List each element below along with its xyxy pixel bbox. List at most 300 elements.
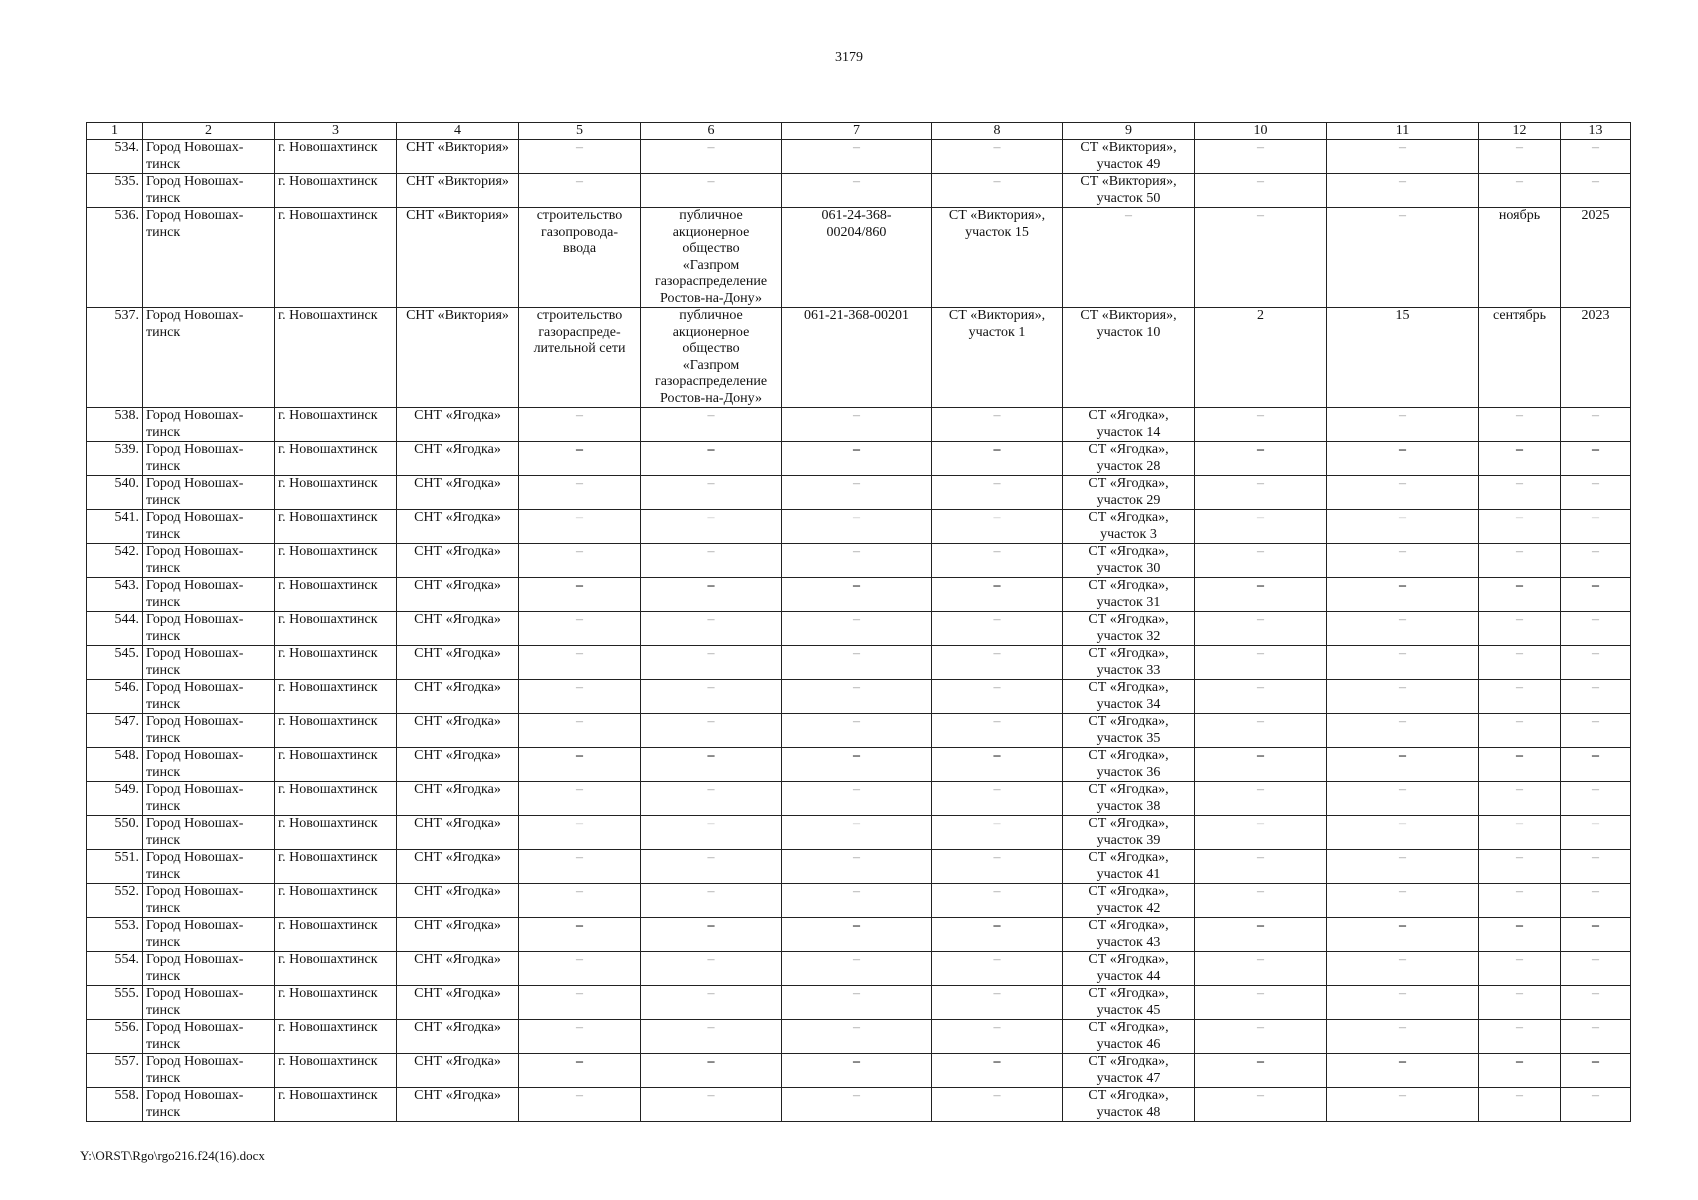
work-type-cell: – xyxy=(519,578,641,612)
table-row xyxy=(87,884,1631,918)
end-point-cell: СТ «Ягодка», участок 28 xyxy=(1063,442,1195,476)
municipality-cell: Город Новошах- тинск xyxy=(143,612,275,646)
month-cell: – xyxy=(1479,476,1561,510)
year-cell: 2025 xyxy=(1561,208,1631,308)
table-row xyxy=(87,850,1631,884)
diameter-cell: – xyxy=(1327,1088,1479,1122)
row-number: 540. xyxy=(87,476,143,510)
municipality-cell: Город Новошах- тинск xyxy=(143,884,275,918)
work-type-cell: – xyxy=(519,680,641,714)
document-number-cell: – xyxy=(782,140,932,174)
year-cell: – xyxy=(1561,140,1631,174)
start-point-cell: – xyxy=(932,986,1063,1020)
object-cell: СНТ «Ягодка» xyxy=(397,782,519,816)
municipality-cell: Город Новошах- тинск xyxy=(143,986,275,1020)
length-cell: – xyxy=(1195,748,1327,782)
length-cell: – xyxy=(1195,850,1327,884)
settlement-cell: г. Новошахтинск xyxy=(275,140,397,174)
month-cell: – xyxy=(1479,140,1561,174)
settlement-cell: г. Новошахтинск xyxy=(275,884,397,918)
end-point-cell: СТ «Ягодка», участок 39 xyxy=(1063,816,1195,850)
month-cell: – xyxy=(1479,952,1561,986)
organization-cell: – xyxy=(641,476,782,510)
document-number-cell: – xyxy=(782,442,932,476)
document-number-cell: – xyxy=(782,816,932,850)
table-row xyxy=(87,646,1631,680)
organization-cell: публичное акционерное общество «Газпром газораспределение Ростов-на-Дону» xyxy=(641,208,782,308)
work-type-cell: – xyxy=(519,174,641,208)
organization-cell: – xyxy=(641,140,782,174)
settlement-cell: г. Новошахтинск xyxy=(275,646,397,680)
object-cell: СНТ «Ягодка» xyxy=(397,884,519,918)
start-point-cell: – xyxy=(932,850,1063,884)
end-point-cell: СТ «Ягодка», участок 29 xyxy=(1063,476,1195,510)
row-number: 550. xyxy=(87,816,143,850)
end-point-cell: СТ «Ягодка», участок 33 xyxy=(1063,646,1195,680)
document-number-cell: 061-24-368- 00204/860 xyxy=(782,208,932,308)
row-number: 544. xyxy=(87,612,143,646)
document-number-cell: – xyxy=(782,1088,932,1122)
month-cell: – xyxy=(1479,986,1561,1020)
length-cell: – xyxy=(1195,680,1327,714)
start-point-cell: – xyxy=(932,578,1063,612)
document-number-cell: – xyxy=(782,1054,932,1088)
organization-cell: – xyxy=(641,442,782,476)
work-type-cell: – xyxy=(519,646,641,680)
diameter-cell: – xyxy=(1327,816,1479,850)
municipality-cell: Город Новошах- тинск xyxy=(143,850,275,884)
year-cell: – xyxy=(1561,612,1631,646)
end-point-cell: СТ «Ягодка», участок 38 xyxy=(1063,782,1195,816)
organization-cell: – xyxy=(641,544,782,578)
month-cell: – xyxy=(1479,612,1561,646)
document-number-cell: – xyxy=(782,748,932,782)
length-cell: – xyxy=(1195,782,1327,816)
object-cell: СНТ «Виктория» xyxy=(397,174,519,208)
row-number: 558. xyxy=(87,1088,143,1122)
work-type-cell: – xyxy=(519,884,641,918)
end-point-cell: СТ «Виктория», участок 49 xyxy=(1063,140,1195,174)
footer-file-path: Y:\ORST\Rgo\rgo216.f24(16).docx xyxy=(80,1148,265,1163)
end-point-cell: – xyxy=(1063,208,1195,308)
table-row xyxy=(87,1020,1631,1054)
row-number: 555. xyxy=(87,986,143,1020)
object-cell: СНТ «Виктория» xyxy=(397,140,519,174)
month-cell: – xyxy=(1479,884,1561,918)
diameter-cell: – xyxy=(1327,544,1479,578)
table-row xyxy=(87,308,1631,408)
length-cell: – xyxy=(1195,1020,1327,1054)
diameter-cell: – xyxy=(1327,612,1479,646)
month-cell: – xyxy=(1479,918,1561,952)
end-point-cell: СТ «Ягодка», участок 43 xyxy=(1063,918,1195,952)
diameter-cell: – xyxy=(1327,442,1479,476)
diameter-cell: – xyxy=(1327,714,1479,748)
month-cell: – xyxy=(1479,1020,1561,1054)
row-number: 553. xyxy=(87,918,143,952)
organization-cell: – xyxy=(641,748,782,782)
object-cell: СНТ «Ягодка» xyxy=(397,544,519,578)
column-header: 9 xyxy=(1063,123,1195,140)
month-cell: – xyxy=(1479,782,1561,816)
settlement-cell: г. Новошахтинск xyxy=(275,208,397,308)
organization-cell: – xyxy=(641,782,782,816)
start-point-cell: – xyxy=(932,510,1063,544)
object-cell: СНТ «Ягодка» xyxy=(397,408,519,442)
length-cell: – xyxy=(1195,442,1327,476)
row-number: 538. xyxy=(87,408,143,442)
row-number: 537. xyxy=(87,308,143,408)
length-cell: – xyxy=(1195,1088,1327,1122)
start-point-cell: – xyxy=(932,816,1063,850)
start-point-cell: – xyxy=(932,952,1063,986)
year-cell: – xyxy=(1561,442,1631,476)
start-point-cell: – xyxy=(932,680,1063,714)
length-cell: – xyxy=(1195,1054,1327,1088)
object-cell: СНТ «Ягодка» xyxy=(397,850,519,884)
month-cell: – xyxy=(1479,1088,1561,1122)
end-point-cell: СТ «Ягодка», участок 41 xyxy=(1063,850,1195,884)
diameter-cell: – xyxy=(1327,680,1479,714)
end-point-cell: СТ «Ягодка», участок 32 xyxy=(1063,612,1195,646)
organization-cell: – xyxy=(641,578,782,612)
month-cell: – xyxy=(1479,714,1561,748)
start-point-cell: – xyxy=(932,612,1063,646)
work-type-cell: – xyxy=(519,986,641,1020)
work-type-cell: – xyxy=(519,748,641,782)
row-number: 535. xyxy=(87,174,143,208)
column-header: 13 xyxy=(1561,123,1631,140)
diameter-cell: – xyxy=(1327,1054,1479,1088)
length-cell: – xyxy=(1195,714,1327,748)
year-cell: – xyxy=(1561,646,1631,680)
start-point-cell: – xyxy=(932,782,1063,816)
work-type-cell: – xyxy=(519,714,641,748)
municipality-cell: Город Новошах- тинск xyxy=(143,442,275,476)
year-cell: – xyxy=(1561,408,1631,442)
work-type-cell: – xyxy=(519,1054,641,1088)
start-point-cell: СТ «Виктория», участок 1 xyxy=(932,308,1063,408)
length-cell: – xyxy=(1195,408,1327,442)
row-number: 556. xyxy=(87,1020,143,1054)
start-point-cell: – xyxy=(932,748,1063,782)
length-cell: – xyxy=(1195,884,1327,918)
diameter-cell: – xyxy=(1327,646,1479,680)
month-cell: – xyxy=(1479,680,1561,714)
end-point-cell: СТ «Ягодка», участок 44 xyxy=(1063,952,1195,986)
row-number: 545. xyxy=(87,646,143,680)
start-point-cell: – xyxy=(932,884,1063,918)
table-header-row xyxy=(87,123,1631,140)
year-cell: – xyxy=(1561,850,1631,884)
document-number-cell: – xyxy=(782,612,932,646)
column-header: 6 xyxy=(641,123,782,140)
object-cell: СНТ «Ягодка» xyxy=(397,680,519,714)
object-cell: СНТ «Ягодка» xyxy=(397,952,519,986)
end-point-cell: СТ «Ягодка», участок 46 xyxy=(1063,1020,1195,1054)
start-point-cell: – xyxy=(932,408,1063,442)
length-cell: 2 xyxy=(1195,308,1327,408)
year-cell: – xyxy=(1561,680,1631,714)
object-cell: СНТ «Ягодка» xyxy=(397,1088,519,1122)
row-number: 543. xyxy=(87,578,143,612)
end-point-cell: СТ «Ягодка», участок 14 xyxy=(1063,408,1195,442)
year-cell: – xyxy=(1561,816,1631,850)
end-point-cell: СТ «Ягодка», участок 35 xyxy=(1063,714,1195,748)
start-point-cell: – xyxy=(932,442,1063,476)
month-cell: – xyxy=(1479,510,1561,544)
municipality-cell: Город Новошах- тинск xyxy=(143,816,275,850)
object-cell: СНТ «Ягодка» xyxy=(397,1054,519,1088)
work-type-cell: – xyxy=(519,1088,641,1122)
diameter-cell: – xyxy=(1327,986,1479,1020)
object-cell: СНТ «Виктория» xyxy=(397,308,519,408)
object-cell: СНТ «Ягодка» xyxy=(397,510,519,544)
municipality-cell: Город Новошах- тинск xyxy=(143,952,275,986)
month-cell: – xyxy=(1479,442,1561,476)
municipality-cell: Город Новошах- тинск xyxy=(143,680,275,714)
table-row xyxy=(87,952,1631,986)
document-number-cell: – xyxy=(782,646,932,680)
organization-cell: – xyxy=(641,680,782,714)
organization-cell: – xyxy=(641,986,782,1020)
municipality-cell: Город Новошах- тинск xyxy=(143,1020,275,1054)
row-number: 551. xyxy=(87,850,143,884)
municipality-cell: Город Новошах- тинск xyxy=(143,510,275,544)
organization-cell: – xyxy=(641,1088,782,1122)
end-point-cell: СТ «Ягодка», участок 48 xyxy=(1063,1088,1195,1122)
municipality-cell: Город Новошах- тинск xyxy=(143,578,275,612)
month-cell: – xyxy=(1479,646,1561,680)
table-row xyxy=(87,782,1631,816)
start-point-cell: – xyxy=(932,1020,1063,1054)
diameter-cell: – xyxy=(1327,748,1479,782)
diameter-cell: – xyxy=(1327,1020,1479,1054)
table-row xyxy=(87,816,1631,850)
settlement-cell: г. Новошахтинск xyxy=(275,714,397,748)
table-row xyxy=(87,578,1631,612)
diameter-cell: – xyxy=(1327,174,1479,208)
year-cell: – xyxy=(1561,952,1631,986)
start-point-cell: – xyxy=(932,1054,1063,1088)
settlement-cell: г. Новошахтинск xyxy=(275,918,397,952)
organization-cell: публичное акционерное общество «Газпром газораспределение Ростов-на-Дону» xyxy=(641,308,782,408)
length-cell: – xyxy=(1195,208,1327,308)
object-cell: СНТ «Ягодка» xyxy=(397,748,519,782)
work-type-cell: – xyxy=(519,442,641,476)
year-cell: – xyxy=(1561,578,1631,612)
document-number-cell: – xyxy=(782,714,932,748)
month-cell: – xyxy=(1479,578,1561,612)
table-row xyxy=(87,408,1631,442)
work-type-cell: – xyxy=(519,816,641,850)
end-point-cell: СТ «Ягодка», участок 30 xyxy=(1063,544,1195,578)
table-row xyxy=(87,612,1631,646)
diameter-cell: – xyxy=(1327,850,1479,884)
municipality-cell: Город Новошах- тинск xyxy=(143,782,275,816)
length-cell: – xyxy=(1195,140,1327,174)
work-type-cell: – xyxy=(519,952,641,986)
year-cell: – xyxy=(1561,986,1631,1020)
work-type-cell: – xyxy=(519,612,641,646)
row-number: 546. xyxy=(87,680,143,714)
settlement-cell: г. Новошахтинск xyxy=(275,578,397,612)
document-number-cell: 061-21-368-00201 xyxy=(782,308,932,408)
municipality-cell: Город Новошах- тинск xyxy=(143,714,275,748)
object-cell: СНТ «Ягодка» xyxy=(397,918,519,952)
table-row xyxy=(87,918,1631,952)
organization-cell: – xyxy=(641,612,782,646)
page-number: 3179 xyxy=(835,50,863,65)
start-point-cell: – xyxy=(932,174,1063,208)
year-cell: – xyxy=(1561,748,1631,782)
municipality-cell: Город Новошах- тинск xyxy=(143,408,275,442)
document-number-cell: – xyxy=(782,952,932,986)
end-point-cell: СТ «Ягодка», участок 34 xyxy=(1063,680,1195,714)
length-cell: – xyxy=(1195,612,1327,646)
row-number: 539. xyxy=(87,442,143,476)
municipality-cell: Город Новошах- тинск xyxy=(143,1054,275,1088)
month-cell: – xyxy=(1479,174,1561,208)
diameter-cell: – xyxy=(1327,208,1479,308)
work-type-cell: – xyxy=(519,140,641,174)
document-number-cell: – xyxy=(782,1020,932,1054)
municipality-cell: Город Новошах- тинск xyxy=(143,918,275,952)
organization-cell: – xyxy=(641,646,782,680)
length-cell: – xyxy=(1195,476,1327,510)
object-cell: СНТ «Ягодка» xyxy=(397,646,519,680)
municipality-cell: Город Новошах- тинск xyxy=(143,308,275,408)
month-cell: – xyxy=(1479,544,1561,578)
organization-cell: – xyxy=(641,510,782,544)
organization-cell: – xyxy=(641,1020,782,1054)
work-type-cell: строительство газораспреде- лительной сети xyxy=(519,308,641,408)
settlement-cell: г. Новошахтинск xyxy=(275,544,397,578)
settlement-cell: г. Новошахтинск xyxy=(275,442,397,476)
row-number: 549. xyxy=(87,782,143,816)
year-cell: – xyxy=(1561,714,1631,748)
diameter-cell: 15 xyxy=(1327,308,1479,408)
object-cell: СНТ «Ягодка» xyxy=(397,1020,519,1054)
month-cell: – xyxy=(1479,408,1561,442)
object-cell: СНТ «Ягодка» xyxy=(397,442,519,476)
municipality-cell: Город Новошах- тинск xyxy=(143,748,275,782)
document-number-cell: – xyxy=(782,578,932,612)
end-point-cell: СТ «Ягодка», участок 36 xyxy=(1063,748,1195,782)
work-type-cell: – xyxy=(519,850,641,884)
row-number: 542. xyxy=(87,544,143,578)
end-point-cell: СТ «Ягодка», участок 47 xyxy=(1063,1054,1195,1088)
length-cell: – xyxy=(1195,578,1327,612)
length-cell: – xyxy=(1195,952,1327,986)
object-cell: СНТ «Ягодка» xyxy=(397,612,519,646)
end-point-cell: СТ «Ягодка», участок 3 xyxy=(1063,510,1195,544)
municipality-cell: Город Новошах- тинск xyxy=(143,544,275,578)
diameter-cell: – xyxy=(1327,952,1479,986)
column-header: 12 xyxy=(1479,123,1561,140)
year-cell: – xyxy=(1561,782,1631,816)
organization-cell: – xyxy=(641,408,782,442)
work-type-cell: – xyxy=(519,408,641,442)
month-cell: – xyxy=(1479,748,1561,782)
diameter-cell: – xyxy=(1327,918,1479,952)
month-cell: – xyxy=(1479,850,1561,884)
year-cell: – xyxy=(1561,1054,1631,1088)
column-header: 5 xyxy=(519,123,641,140)
end-point-cell: СТ «Ягодка», участок 31 xyxy=(1063,578,1195,612)
diameter-cell: – xyxy=(1327,884,1479,918)
row-number: 548. xyxy=(87,748,143,782)
municipality-cell: Город Новошах- тинск xyxy=(143,140,275,174)
table-row xyxy=(87,442,1631,476)
work-type-cell: – xyxy=(519,510,641,544)
year-cell: – xyxy=(1561,1088,1631,1122)
table-row xyxy=(87,544,1631,578)
length-cell: – xyxy=(1195,174,1327,208)
length-cell: – xyxy=(1195,544,1327,578)
municipality-cell: Город Новошах- тинск xyxy=(143,476,275,510)
end-point-cell: СТ «Ягодка», участок 45 xyxy=(1063,986,1195,1020)
diameter-cell: – xyxy=(1327,782,1479,816)
start-point-cell: – xyxy=(932,476,1063,510)
diameter-cell: – xyxy=(1327,578,1479,612)
year-cell: 2023 xyxy=(1561,308,1631,408)
object-cell: СНТ «Ягодка» xyxy=(397,578,519,612)
start-point-cell: – xyxy=(932,918,1063,952)
length-cell: – xyxy=(1195,510,1327,544)
organization-cell: – xyxy=(641,884,782,918)
organization-cell: – xyxy=(641,714,782,748)
end-point-cell: СТ «Виктория», участок 10 xyxy=(1063,308,1195,408)
work-type-cell: – xyxy=(519,476,641,510)
row-number: 552. xyxy=(87,884,143,918)
start-point-cell: – xyxy=(932,646,1063,680)
month-cell: – xyxy=(1479,1054,1561,1088)
end-point-cell: СТ «Виктория», участок 50 xyxy=(1063,174,1195,208)
work-type-cell: – xyxy=(519,1020,641,1054)
organization-cell: – xyxy=(641,174,782,208)
settlement-cell: г. Новошахтинск xyxy=(275,748,397,782)
settlement-cell: г. Новошахтинск xyxy=(275,680,397,714)
column-header: 8 xyxy=(932,123,1063,140)
length-cell: – xyxy=(1195,816,1327,850)
table-row xyxy=(87,208,1631,308)
column-header: 10 xyxy=(1195,123,1327,140)
organization-cell: – xyxy=(641,918,782,952)
table-row xyxy=(87,680,1631,714)
table-row xyxy=(87,748,1631,782)
diameter-cell: – xyxy=(1327,140,1479,174)
diameter-cell: – xyxy=(1327,510,1479,544)
settlement-cell: г. Новошахтинск xyxy=(275,782,397,816)
table-body xyxy=(87,140,1631,1122)
table-row xyxy=(87,140,1631,174)
end-point-cell: СТ «Ягодка», участок 42 xyxy=(1063,884,1195,918)
organization-cell: – xyxy=(641,1054,782,1088)
document-number-cell: – xyxy=(782,408,932,442)
start-point-cell: – xyxy=(932,1088,1063,1122)
month-cell: ноябрь xyxy=(1479,208,1561,308)
settlement-cell: г. Новошахтинск xyxy=(275,476,397,510)
document-number-cell: – xyxy=(782,850,932,884)
year-cell: – xyxy=(1561,918,1631,952)
document-number-cell: – xyxy=(782,476,932,510)
document-number-cell: – xyxy=(782,782,932,816)
work-type-cell: – xyxy=(519,918,641,952)
document-number-cell: – xyxy=(782,544,932,578)
settlement-cell: г. Новошахтинск xyxy=(275,1054,397,1088)
settlement-cell: г. Новошахтинск xyxy=(275,308,397,408)
